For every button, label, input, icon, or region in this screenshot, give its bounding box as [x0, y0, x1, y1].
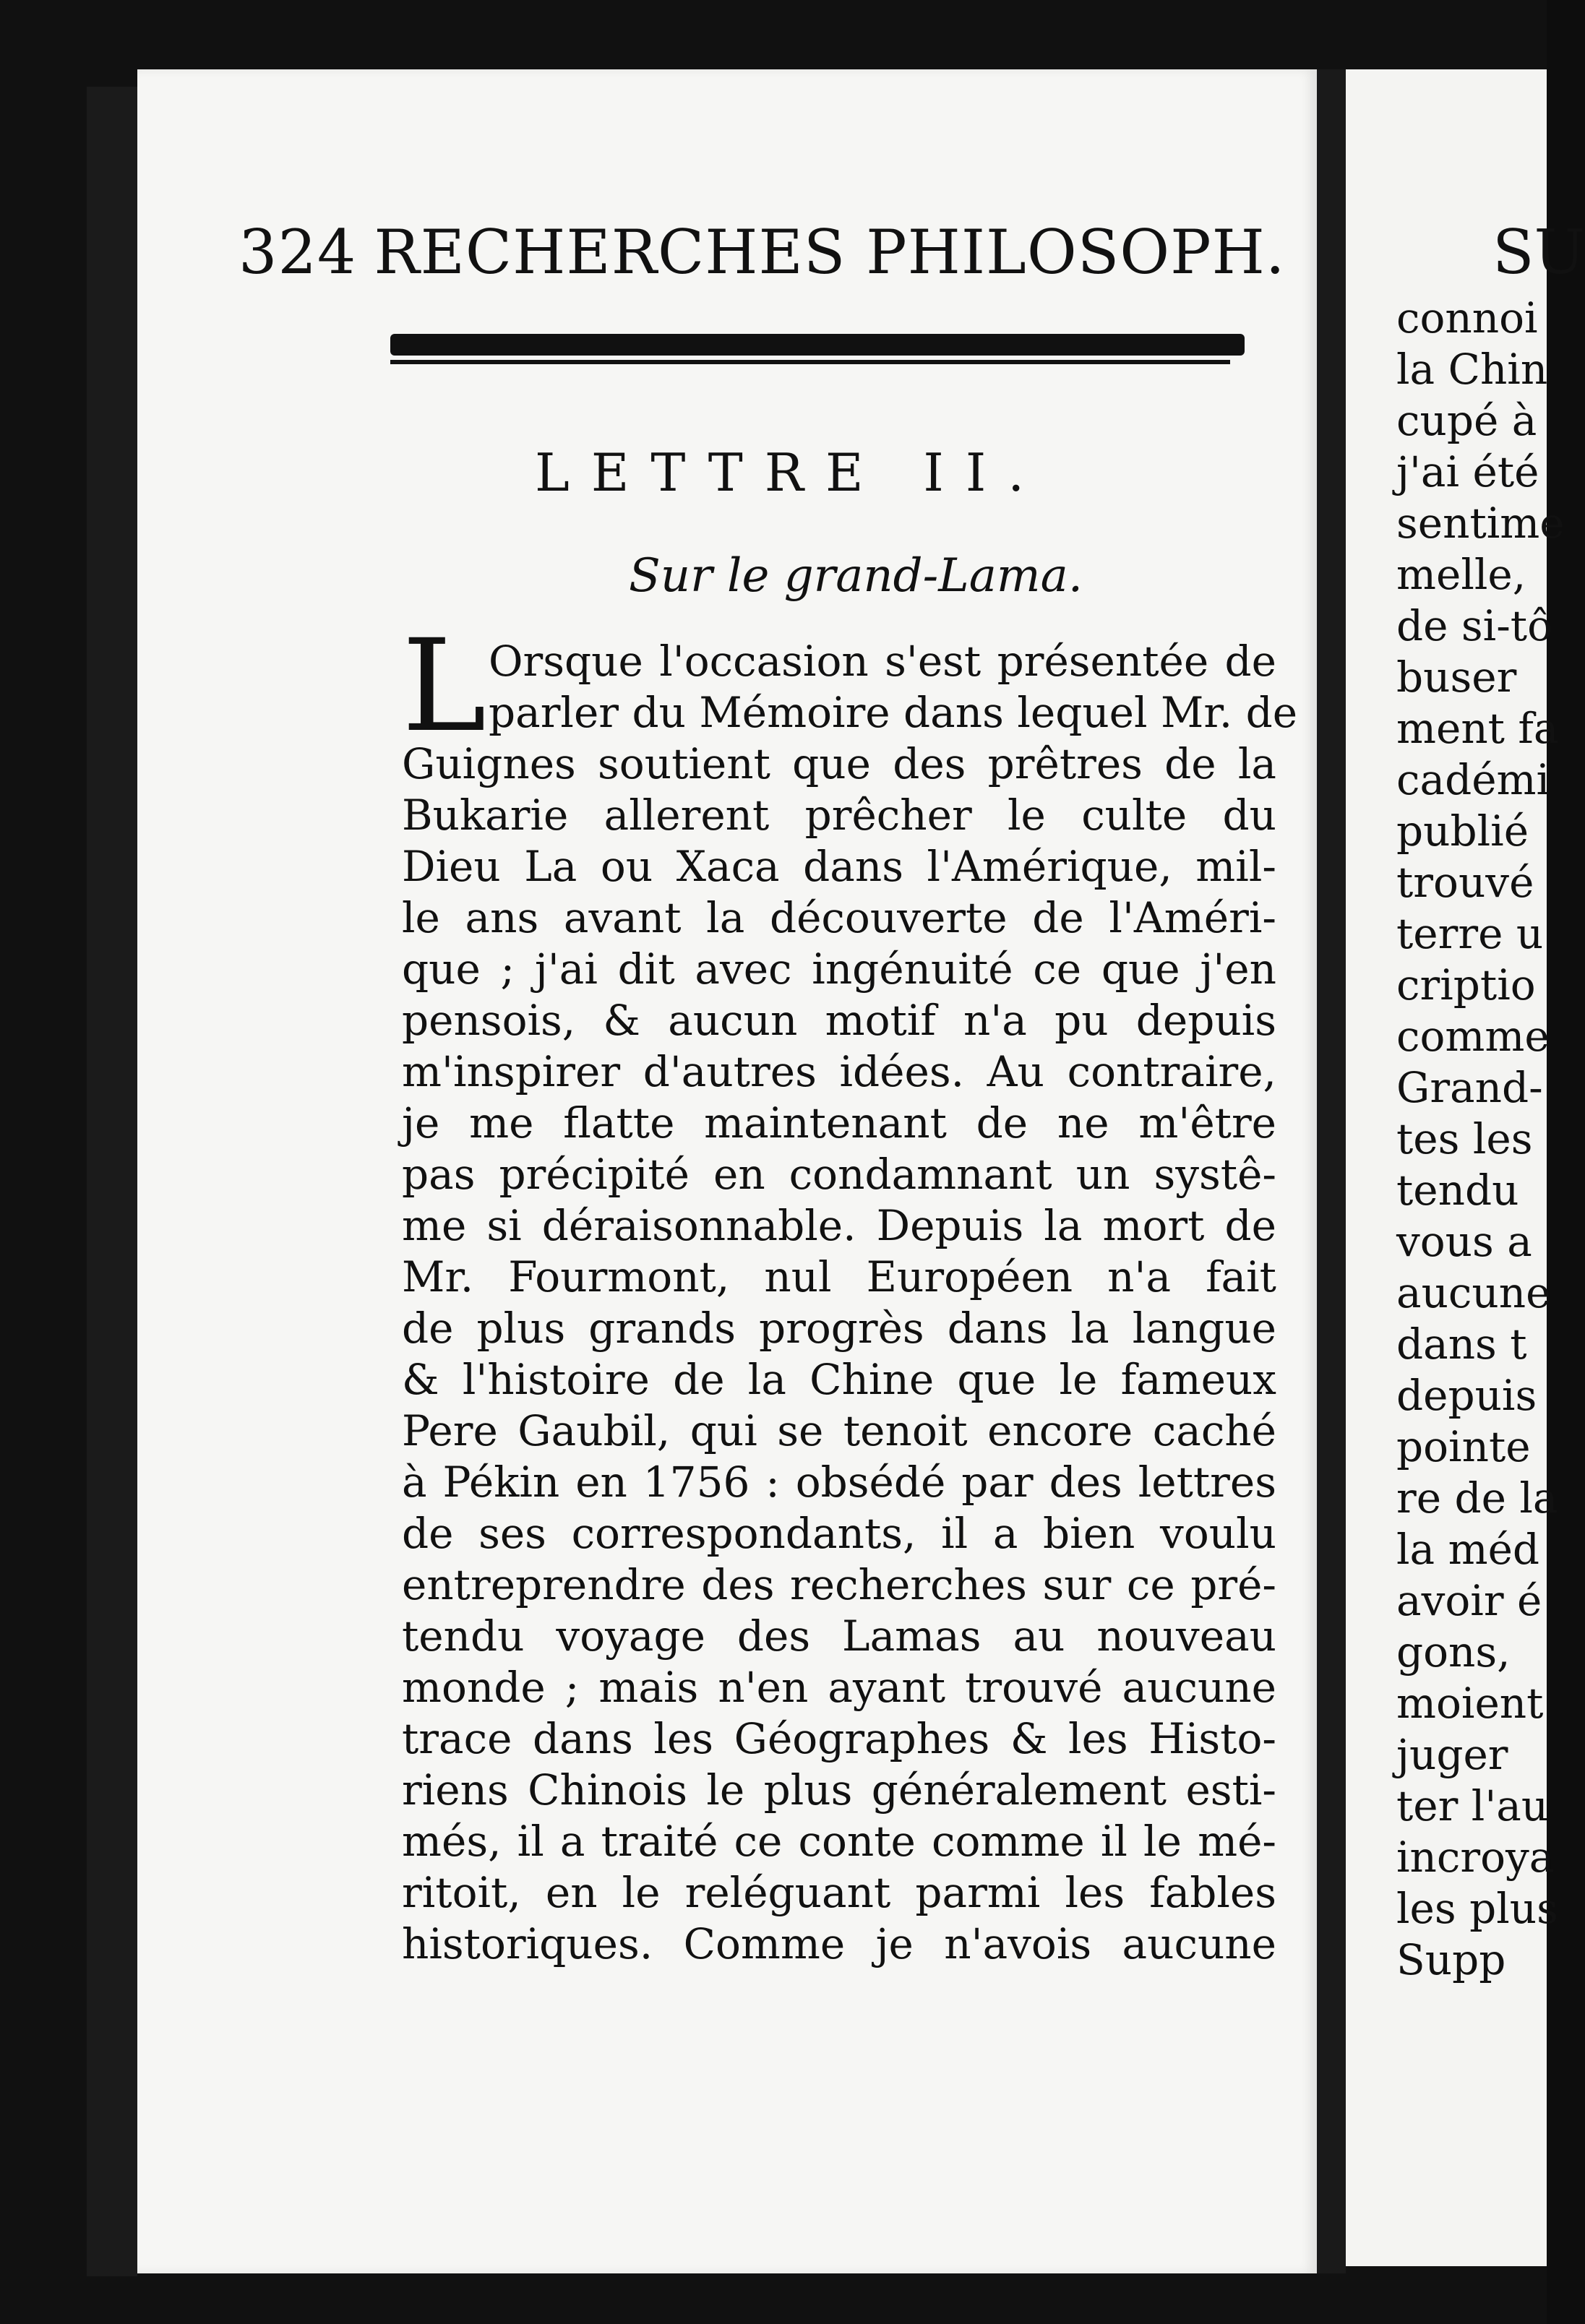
body-text [402, 636, 1298, 1970]
right-page-line: de si-tô [1396, 601, 1553, 650]
body-line: Guignes soutient que des prêtres de la [402, 739, 1276, 788]
right-page-line: connoi [1396, 293, 1538, 343]
right-page-line: buser [1396, 653, 1517, 702]
right-page-line: j'ai été [1396, 447, 1539, 496]
right-page-line: terre u [1396, 909, 1544, 958]
body-line: je me flatte maintenant de ne m'être [402, 1098, 1276, 1148]
right-page-line: avoir é [1396, 1576, 1542, 1625]
body-line: riens Chinois le plus généralement esti- [402, 1765, 1276, 1815]
body-line: tendu voyage des Lamas au nouveau [402, 1611, 1276, 1661]
right-page-line: la méd [1396, 1525, 1540, 1574]
body-line: trace dans les Géographes & les Histo- [402, 1714, 1276, 1763]
drop-capital: L [402, 612, 486, 760]
body-line: ritoit, en le reléguant parmi les fables [402, 1868, 1276, 1917]
body-line: Orsque l'occasion s'est présentée de [489, 637, 1276, 686]
body-line: monde ; mais n'en ayant trouvé aucune [402, 1663, 1276, 1712]
binding-edge [87, 87, 137, 2276]
body-line: à Pékin en 1756 : obsédé par des lettres [402, 1458, 1276, 1507]
body-line: Bukarie allerent prêcher le culte du [402, 791, 1276, 840]
running-head [239, 217, 1286, 296]
right-page-line: publié [1396, 806, 1529, 856]
right-page-line: cadémi [1396, 755, 1550, 804]
right-page-line: comme [1396, 1012, 1550, 1061]
body-line: historiques. Comme je n'avois aucune [402, 1919, 1276, 1968]
body-line: entreprendre des recherches sur ce pré- [402, 1560, 1276, 1609]
body-line: le ans avant la découverte de l'Améri- [402, 893, 1276, 942]
right-running-head: SU [1492, 217, 1585, 288]
page-number: 324 [239, 217, 357, 288]
right-page-line: criptio [1396, 960, 1536, 1010]
letter-title: LETTRE II. [535, 442, 1047, 503]
right-page-line: trouvé [1396, 858, 1534, 907]
body-line: Mr. Fourmont, nul Européen n'a fait [402, 1252, 1276, 1301]
running-head-title: RECHERCHES PHILOSOPH. [374, 217, 1286, 288]
right-page-line: Supp [1396, 1935, 1506, 1984]
right-page-line: ment fa [1396, 704, 1559, 753]
right-page-line: cupé à [1396, 396, 1537, 445]
right-page-line: gons, [1396, 1627, 1511, 1677]
right-page-text [1396, 293, 1584, 1986]
body-line: pas précipité en condamnant un systê- [402, 1150, 1276, 1199]
right-page-line: depuis [1396, 1371, 1537, 1420]
right-page-line: moient [1396, 1679, 1544, 1728]
page-gutter [1317, 69, 1346, 2273]
right-page-line: tes les [1396, 1114, 1533, 1163]
right-page-line: dans t [1396, 1320, 1527, 1369]
right-page-line: la Chin [1396, 345, 1548, 394]
body-line: que ; j'ai dit avec ingénuité ce que j'en [402, 944, 1276, 994]
right-page-line: melle, [1396, 550, 1526, 599]
right-page-line: vous a [1396, 1217, 1532, 1266]
right-page-line: pointe [1396, 1422, 1531, 1471]
right-page-line: aucune [1396, 1268, 1551, 1317]
body-line: de plus grands progrès dans la langue [402, 1304, 1276, 1353]
body-line: més, il a traité ce conte comme il le mé- [402, 1817, 1276, 1866]
letter-subtitle: Sur le grand-Lama. [629, 549, 1083, 603]
right-page-line: Grand- [1396, 1063, 1543, 1112]
right-page-line: incroya [1396, 1833, 1555, 1882]
body-line: pensois, & aucun motif n'a pu depuis [402, 996, 1276, 1045]
body-line: parler du Mémoire dans lequel Mr. de [489, 688, 1298, 737]
right-page-line: juger [1396, 1730, 1508, 1779]
right-page-line: sentime [1396, 499, 1565, 548]
right-page-line: les plus [1396, 1884, 1558, 1933]
right-page-line: tendu [1396, 1166, 1519, 1215]
header-rule [390, 334, 1245, 356]
body-line: & l'histoire de la Chine que le fameux [402, 1355, 1276, 1404]
body-line: m'inspirer d'autres idées. Au contraire, [402, 1047, 1276, 1096]
body-line: Pere Gaubil, qui se tenoit encore caché [402, 1406, 1276, 1455]
body-line: Dieu La ou Xaca dans l'Amérique, mil- [402, 842, 1276, 891]
body-line: me si déraisonnable. Depuis la mort de [402, 1201, 1276, 1250]
right-page-line: re de la [1396, 1473, 1558, 1523]
right-page-line: ter l'au [1396, 1781, 1549, 1830]
body-line: de ses correspondants, il a bien voulu [402, 1509, 1276, 1558]
